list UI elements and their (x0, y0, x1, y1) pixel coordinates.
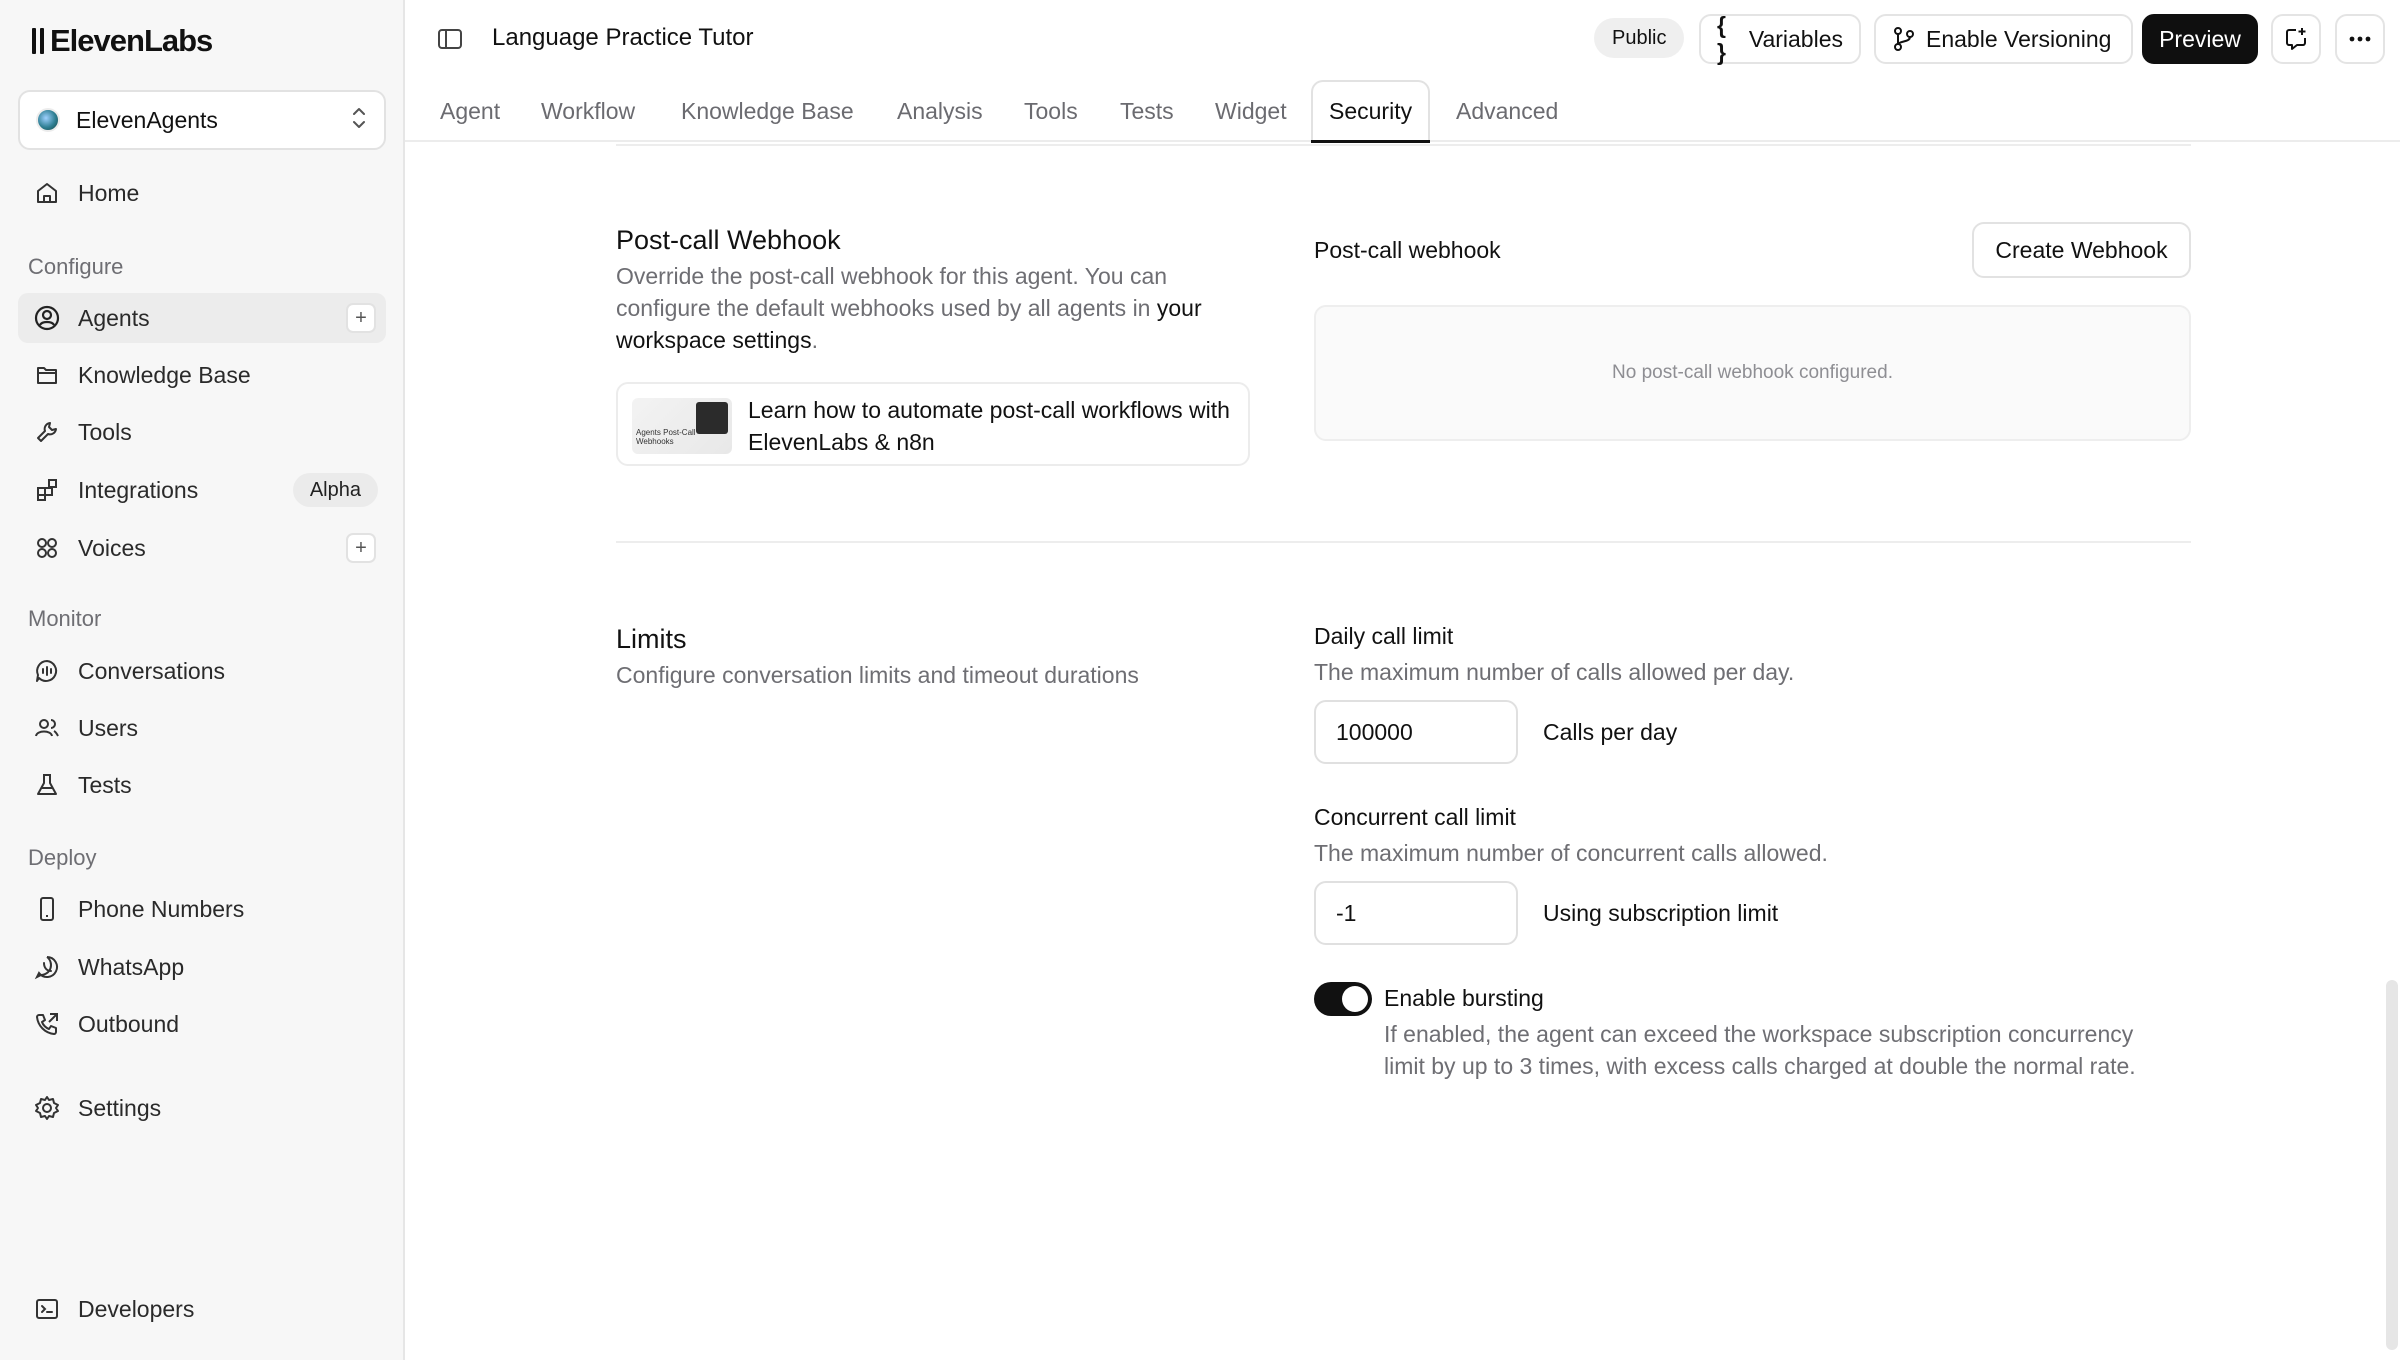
chevron-up-down-icon (350, 105, 368, 136)
concurrent-call-limit-help: The maximum number of concurrent calls allowed. (1314, 840, 1828, 866)
section-label-monitor: Monitor (28, 606, 102, 631)
workspace-name: ElevenAgents (76, 106, 218, 133)
tab-knowledge-base[interactable] (681, 80, 854, 142)
whatsapp-icon (32, 952, 62, 982)
logo-bars-icon (32, 28, 44, 54)
daily-call-limit-label: Daily call limit (1314, 623, 1454, 649)
empty-state-text: No post-call webhook configured. (1612, 362, 1893, 383)
sidebar-item-label: WhatsApp (78, 953, 185, 980)
sidebar-item-knowledge-base[interactable] (18, 350, 386, 400)
webhook-desc-period: . (811, 327, 818, 353)
variables-label: Variables (1748, 25, 1843, 52)
learn-webhook-card[interactable] (616, 382, 1250, 466)
sidebar-item-outbound[interactable] (18, 999, 386, 1049)
visibility-badge[interactable]: Public (1594, 18, 1684, 58)
add-voice-button[interactable]: + (346, 533, 376, 563)
more-horizontal-icon (2348, 35, 2372, 43)
webhook-desc-text: Override the post-call webhook for this agent. You can configure the default webhooks used by all agents in (616, 263, 1168, 321)
sidebar-toggle-icon[interactable] (435, 24, 465, 54)
alpha-badge: Alpha (293, 473, 378, 507)
wrench-icon (32, 417, 62, 447)
sidebar-item-agents[interactable] (18, 293, 386, 343)
sidebar-item-label: Voices (78, 534, 146, 561)
sidebar-item-tests[interactable] (18, 760, 386, 810)
bursting-help: If enabled, the agent can exceed the workspace subscription concurrency limit by up to 3 times, with excess calls charged at double the normal rate. (1384, 1021, 2136, 1079)
section-divider (616, 541, 2191, 543)
sidebar-item-label: Knowledge Base (78, 361, 251, 388)
sidebar-item-label: Users (78, 714, 139, 741)
tab-label: Widget (1215, 97, 1287, 124)
sidebar-item-label: Developers (78, 1295, 195, 1322)
brand-name: ElevenLabs (50, 23, 213, 58)
gear-icon (32, 1093, 62, 1123)
sidebar-item-settings[interactable] (18, 1083, 386, 1133)
agent-icon (32, 303, 62, 333)
voices-icon (32, 533, 62, 563)
flask-icon (32, 770, 62, 800)
sidebar-item-home[interactable] (18, 168, 386, 218)
sidebar-item-label: Integrations (78, 476, 199, 503)
chat-icon (32, 656, 62, 686)
preview-button[interactable] (2142, 14, 2258, 64)
sidebar-item-whatsapp[interactable] (18, 942, 386, 992)
brand-logo[interactable] (32, 22, 212, 60)
tab-label: Workflow (541, 97, 636, 124)
sidebar (0, 0, 405, 1360)
tab-agent[interactable] (440, 80, 500, 142)
sidebar-item-label: Agents (78, 304, 150, 331)
sidebar-item-integrations[interactable] (18, 465, 386, 515)
folder-icon (32, 360, 62, 390)
tab-security[interactable] (1329, 80, 1412, 142)
limits-section-title: Limits (616, 624, 687, 654)
versioning-label: Enable Versioning (1926, 25, 2112, 52)
tab-label: Knowledge Base (681, 97, 854, 124)
braces-icon: { } (1717, 12, 1726, 65)
git-branch-icon (1892, 26, 1916, 52)
sidebar-item-label: Phone Numbers (78, 895, 245, 922)
add-agent-button[interactable]: + (346, 303, 376, 333)
tab-label: Security (1329, 97, 1413, 124)
daily-call-limit-help: The maximum number of calls allowed per day. (1314, 659, 1795, 685)
webhook-section-title: Post-call Webhook (616, 225, 841, 255)
enable-versioning-button[interactable] (1874, 14, 2133, 64)
tab-label: Analysis (897, 97, 983, 124)
toggle-knob (1342, 986, 1368, 1012)
bursting-label: Enable bursting (1384, 985, 1544, 1011)
sidebar-item-label: Outbound (78, 1010, 180, 1037)
tab-widget[interactable] (1215, 80, 1287, 142)
sidebar-item-label: Tools (78, 418, 132, 445)
workspace-selector[interactable] (18, 90, 386, 150)
learn-card-text: Learn how to automate post-call workflows with ElevenLabs & n8n (748, 397, 1230, 455)
tab-label: Tests (1120, 97, 1174, 124)
agent-title: Language Practice Tutor (492, 24, 754, 51)
bursting-toggle[interactable] (1314, 982, 1372, 1016)
thumbnail-caption: Agents Post-Call Webhooks (636, 428, 696, 446)
preview-label: Preview (2159, 25, 2241, 52)
sidebar-item-label: Conversations (78, 657, 226, 684)
tab-advanced[interactable] (1456, 80, 1558, 142)
home-icon (32, 178, 62, 208)
tab-tools[interactable] (1024, 80, 1078, 142)
sidebar-item-conversations[interactable] (18, 646, 386, 696)
sidebar-item-tools[interactable] (18, 407, 386, 457)
workspace-avatar (36, 108, 60, 132)
section-label-configure: Configure (28, 254, 124, 279)
sidebar-item-voices[interactable] (18, 523, 386, 573)
concurrent-call-limit-label: Concurrent call limit (1314, 804, 1516, 830)
tab-label: Agent (440, 97, 501, 124)
video-thumbnail (632, 398, 732, 454)
sidebar-item-phone-numbers[interactable] (18, 884, 386, 934)
limits-section-description: Configure conversation limits and timeout durations (616, 662, 1139, 688)
create-webhook-button[interactable] (1972, 222, 2191, 278)
sidebar-item-developers[interactable] (18, 1284, 386, 1334)
phone-icon (32, 894, 62, 924)
workspace-settings-link[interactable]: your workspace settings (616, 295, 1202, 353)
tab-tests[interactable] (1120, 80, 1174, 142)
daily-call-limit-suffix: Calls per day (1543, 719, 1678, 745)
create-webhook-label: Create Webhook (1995, 236, 2168, 263)
terminal-icon (32, 1294, 62, 1324)
tab-label: Tools (1024, 97, 1078, 124)
sidebar-item-label: Home (78, 179, 140, 206)
sidebar-item-users[interactable] (18, 703, 386, 753)
tab-label: Advanced (1456, 97, 1559, 124)
outbound-call-icon (32, 1009, 62, 1039)
variables-button[interactable] (1699, 14, 1861, 64)
section-divider (616, 144, 2191, 146)
message-plus-icon (2283, 26, 2309, 52)
tab-workflow[interactable] (541, 80, 635, 142)
webhook-empty-state (1314, 305, 2191, 441)
vertical-scrollbar[interactable] (2386, 980, 2398, 1350)
section-label-deploy: Deploy (28, 845, 97, 870)
more-options-button[interactable] (2335, 14, 2385, 64)
users-icon (32, 713, 62, 743)
daily-call-limit-input[interactable]: 100000 (1314, 700, 1518, 764)
post-call-webhook-label: Post-call webhook (1314, 237, 1501, 263)
concurrent-call-limit-suffix: Using subscription limit (1543, 900, 1779, 926)
integrations-icon (32, 475, 62, 505)
sidebar-item-label: Tests (78, 771, 132, 798)
add-comment-button[interactable] (2271, 14, 2321, 64)
webhook-section-description (616, 260, 1256, 356)
sidebar-item-label: Settings (78, 1094, 162, 1121)
concurrent-call-limit-input[interactable]: -1 (1314, 881, 1518, 945)
tab-analysis[interactable] (897, 80, 983, 142)
